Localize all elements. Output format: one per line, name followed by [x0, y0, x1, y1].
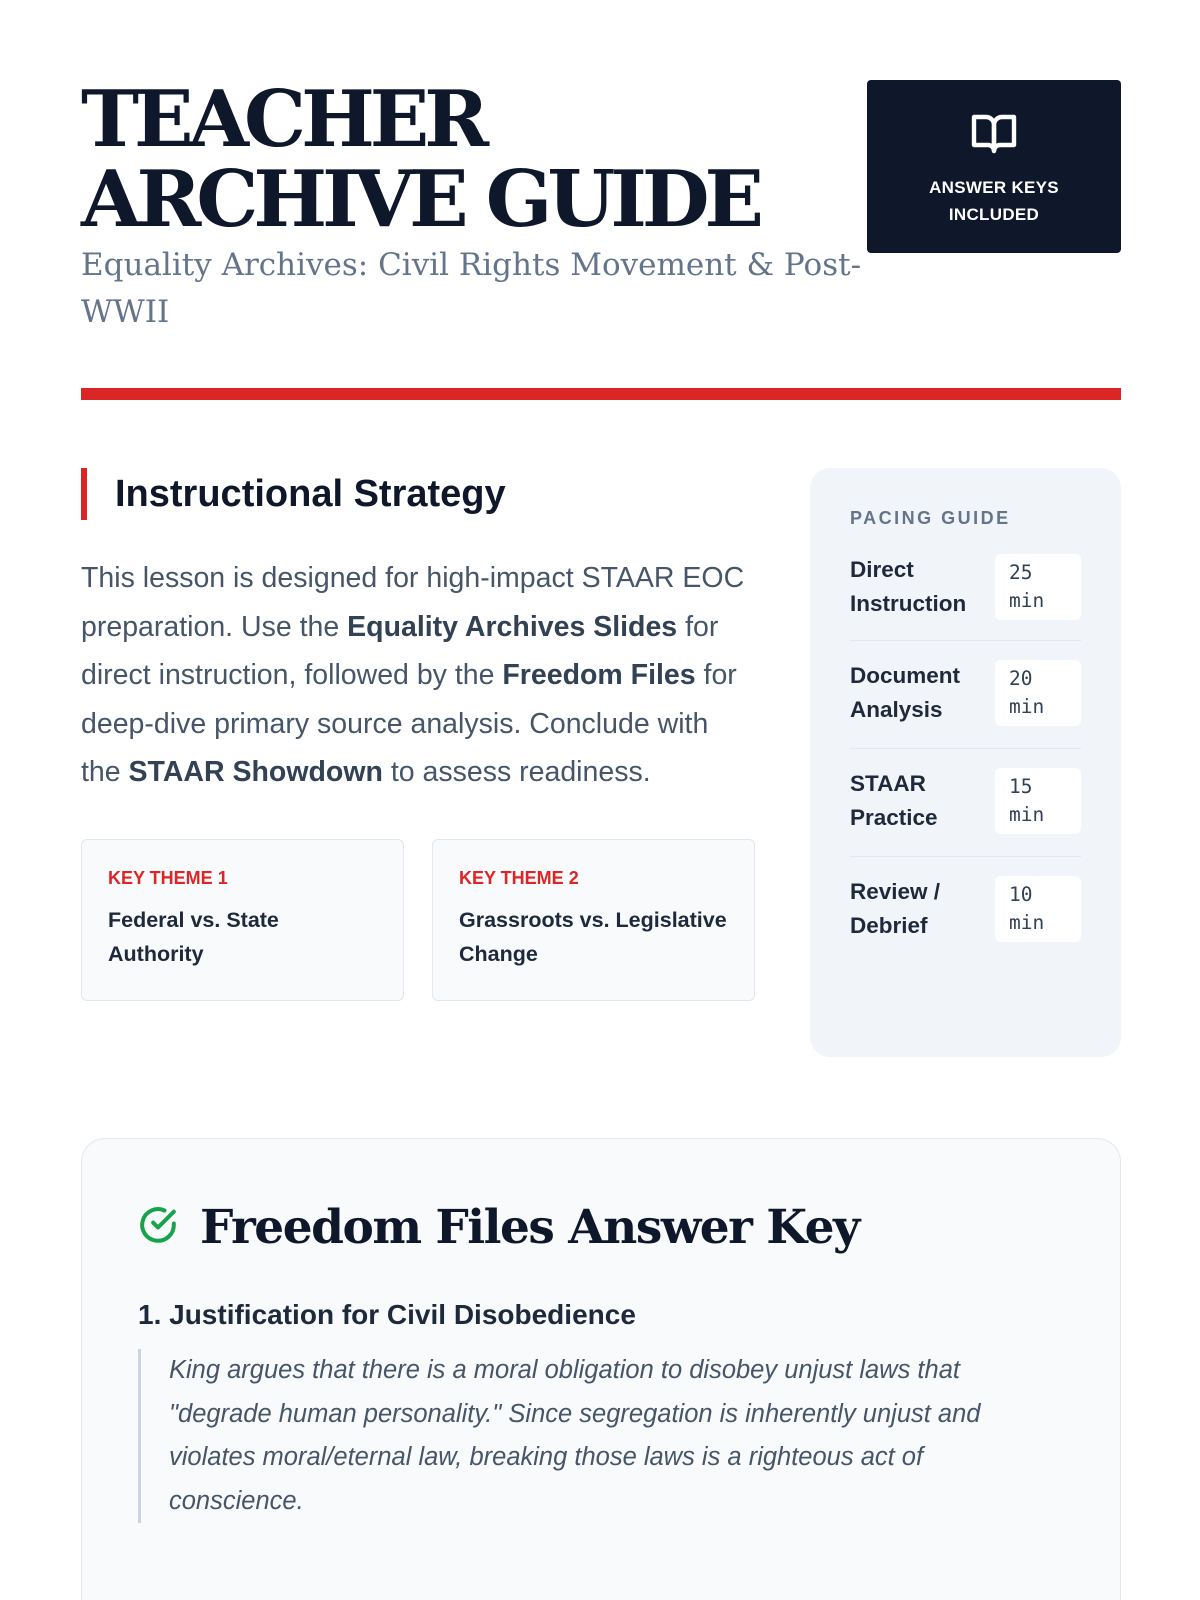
page-title: TEACHER ARCHIVE GUIDE: [81, 74, 759, 245]
emphasis-staar-showdown: STAAR Showdown: [128, 756, 383, 788]
pacing-duration: 25 min: [995, 554, 1081, 620]
pacing-row: [850, 547, 1081, 641]
badge-label: ANSWER KEYS INCLUDED: [929, 178, 1059, 224]
title-block: [81, 74, 862, 336]
key-theme-text: Federal vs. State Authority: [108, 907, 279, 966]
key-theme-label: KEY THEME 1: [108, 867, 228, 888]
key-theme-card: [81, 839, 404, 1001]
strategy-paragraph: [81, 554, 755, 797]
answer-key-title: Freedom Files Answer Key: [200, 1199, 859, 1255]
header-divider: [81, 388, 1121, 400]
open-book-icon: [968, 105, 1020, 162]
answer-keys-badge: [867, 80, 1121, 253]
emphasis-freedom-files: Freedom Files: [502, 659, 696, 691]
pacing-activity: STAAR Practice: [850, 770, 938, 830]
section-title: Instructional Strategy: [115, 472, 506, 515]
paragraph-text: This lesson is designed for high-impact STAAR EOC preparation. Use the: [81, 562, 745, 643]
pacing-row: [850, 641, 1081, 749]
answer-key-card: [81, 1138, 1121, 1600]
pacing-duration: 10 min: [995, 876, 1081, 942]
pacing-activity: Review / Debrief: [850, 879, 941, 938]
check-circle-icon: [138, 1205, 200, 1250]
pacing-guide: [810, 468, 1121, 1057]
answer-blockquote: King argues that there is a moral obligation to disobey unjust laws that "degrade human personality." Since segregation is inherently unjust and violates moral/eternal law, breaking those laws is a righteous act of conscience.: [138, 1349, 1048, 1523]
pacing-guide-label: PACING GUIDE: [850, 508, 1011, 528]
key-themes: [81, 839, 755, 1001]
pacing-activity: Direct Instruction: [850, 556, 967, 616]
accent-bar: [81, 468, 87, 520]
pacing-activity: Document Analysis: [850, 662, 961, 722]
key-theme-text: Grassroots vs. Legislative Change: [459, 907, 727, 966]
pacing-duration: 15 min: [995, 768, 1081, 834]
answer-key-heading: [138, 1189, 1064, 1265]
key-theme-card: [432, 839, 755, 1001]
pacing-duration: 20 min: [995, 660, 1081, 726]
question-title: 1. Justification for Civil Disobedience: [138, 1299, 636, 1330]
paragraph-text: for deep-dive primary source analysis. Conclude with the: [81, 659, 737, 788]
header: [81, 74, 1121, 336]
key-theme-label: KEY THEME 2: [459, 867, 579, 888]
section-heading: [81, 468, 755, 520]
pacing-row: [850, 749, 1081, 857]
paragraph-text: to assess readiness.: [382, 756, 651, 788]
emphasis-slides: Equality Archives Slides: [347, 610, 678, 643]
paragraph-text: for direct instruction, followed by the: [81, 610, 719, 691]
pacing-row: [850, 857, 1081, 965]
instructional-strategy-section: [81, 468, 755, 1001]
pacing-list: [850, 547, 1081, 965]
page-subtitle: Equality Archives: Civil Rights Movement & Post-WWII: [81, 247, 862, 330]
